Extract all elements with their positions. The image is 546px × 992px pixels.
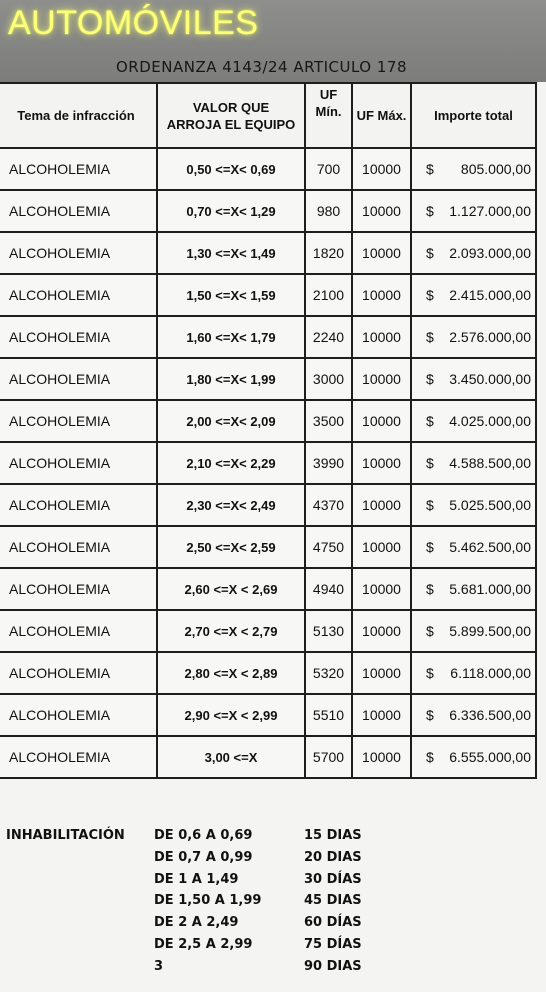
cell-importe xyxy=(411,442,536,484)
cell-importe xyxy=(411,148,536,190)
importe-amount: 2.576.000,00 xyxy=(449,329,531,345)
page-subtitle: ORDENANZA 4143/24 ARTICULO 178 xyxy=(116,58,408,76)
table-row xyxy=(0,568,536,610)
currency-symbol: $ xyxy=(426,203,434,219)
col-header-valor-line2: ARROJA EL EQUIPO xyxy=(166,116,296,132)
cell-uf-min: 3990 xyxy=(305,442,352,484)
cell-importe xyxy=(411,316,536,358)
cell-uf-min: 980 xyxy=(305,190,352,232)
table-row xyxy=(0,442,536,484)
cell-importe xyxy=(411,736,536,778)
cell-valor: 1,60 <=X< 1,79 xyxy=(157,316,305,358)
cell-valor: 2,00 <=X< 2,09 xyxy=(157,400,305,442)
inhabilitacion-item xyxy=(154,850,384,872)
table-row xyxy=(0,526,536,568)
currency-symbol: $ xyxy=(426,497,434,513)
page-title: AUTOMÓVILES xyxy=(8,4,259,42)
inhabilitacion-days: 60 DÍAS xyxy=(304,915,362,931)
cell-importe xyxy=(411,232,536,274)
inhabilitacion-range: DE 1 A 1,49 xyxy=(154,871,239,887)
cell-uf-min: 4940 xyxy=(305,568,352,610)
importe-amount: 5.681.000,00 xyxy=(449,581,531,597)
cell-valor: 1,50 <=X< 1,59 xyxy=(157,274,305,316)
cell-importe xyxy=(411,568,536,610)
cell-uf-max: 10000 xyxy=(352,652,411,694)
cell-valor: 2,30 <=X< 2,49 xyxy=(157,484,305,526)
header-banner xyxy=(0,0,546,82)
table-row xyxy=(0,358,536,400)
cell-uf-max: 10000 xyxy=(352,442,411,484)
importe-amount: 2.415.000,00 xyxy=(449,287,531,303)
cell-valor: 2,90 <=X < 2,99 xyxy=(157,694,305,736)
cell-tema: ALCOHOLEMIA xyxy=(0,358,157,400)
cell-uf-min: 2240 xyxy=(305,316,352,358)
inhabilitacion-range: DE 0,6 A 0,69 xyxy=(154,828,253,843)
table-header-row xyxy=(0,83,536,148)
col-header-importe: Importe total xyxy=(411,83,536,148)
inhabilitacion-range: DE 2 A 2,49 xyxy=(154,915,239,931)
table-row xyxy=(0,610,536,652)
cell-valor: 3,00 <=X xyxy=(157,736,305,778)
importe-amount: 6.555.000,00 xyxy=(449,749,531,765)
table-row xyxy=(0,190,536,232)
fines-table xyxy=(0,82,537,779)
cell-tema: ALCOHOLEMIA xyxy=(0,442,157,484)
cell-uf-max: 10000 xyxy=(352,736,411,778)
cell-tema: ALCOHOLEMIA xyxy=(0,400,157,442)
importe-amount: 4.588.500,00 xyxy=(449,455,531,471)
importe-amount: 3.450.000,00 xyxy=(449,371,531,387)
cell-valor: 0,50 <=X< 0,69 xyxy=(157,148,305,190)
cell-valor: 2,50 <=X< 2,59 xyxy=(157,526,305,568)
currency-symbol: $ xyxy=(426,161,434,177)
cell-uf-max: 10000 xyxy=(352,568,411,610)
cell-importe xyxy=(411,526,536,568)
cell-importe xyxy=(411,484,536,526)
cell-tema: ALCOHOLEMIA xyxy=(0,148,157,190)
inhabilitacion-list xyxy=(154,828,384,981)
cell-uf-max: 10000 xyxy=(352,400,411,442)
cell-tema: ALCOHOLEMIA xyxy=(0,694,157,736)
cell-tema: ALCOHOLEMIA xyxy=(0,484,157,526)
currency-symbol: $ xyxy=(426,539,434,555)
importe-amount: 805.000,00 xyxy=(460,161,531,177)
cell-uf-max: 10000 xyxy=(352,232,411,274)
col-header-tema: Tema de infracción xyxy=(0,83,157,148)
currency-symbol: $ xyxy=(426,707,434,723)
cell-uf-min: 5130 xyxy=(305,610,352,652)
inhabilitacion-range: DE 0,7 A 0,99 xyxy=(154,849,253,865)
cell-uf-max: 10000 xyxy=(352,610,411,652)
importe-amount: 5.462.500,00 xyxy=(449,539,531,555)
col-header-uf-max: UF Máx. xyxy=(352,83,411,148)
cell-uf-min: 4370 xyxy=(305,484,352,526)
currency-symbol: $ xyxy=(426,665,434,681)
cell-uf-max: 10000 xyxy=(352,148,411,190)
cell-valor: 1,80 <=X< 1,99 xyxy=(157,358,305,400)
cell-tema: ALCOHOLEMIA xyxy=(0,190,157,232)
inhabilitacion-item xyxy=(154,915,384,937)
cell-uf-max: 10000 xyxy=(352,694,411,736)
currency-symbol: $ xyxy=(426,455,434,471)
cell-tema: ALCOHOLEMIA xyxy=(0,232,157,274)
inhabilitacion-item xyxy=(154,828,384,850)
cell-tema: ALCOHOLEMIA xyxy=(0,652,157,694)
inhabilitacion-item xyxy=(154,937,384,959)
currency-symbol: $ xyxy=(426,287,434,303)
cell-importe xyxy=(411,694,536,736)
inhabilitacion-days: 15 DIAS xyxy=(304,828,362,843)
cell-uf-min: 5510 xyxy=(305,694,352,736)
importe-amount: 5.899.500,00 xyxy=(449,623,531,639)
cell-tema: ALCOHOLEMIA xyxy=(0,274,157,316)
cell-uf-min: 3000 xyxy=(305,358,352,400)
col-header-uf-min xyxy=(305,83,352,148)
cell-uf-max: 10000 xyxy=(352,484,411,526)
cell-uf-max: 10000 xyxy=(352,274,411,316)
cell-uf-max: 10000 xyxy=(352,526,411,568)
currency-symbol: $ xyxy=(426,413,434,429)
cell-uf-min: 5320 xyxy=(305,652,352,694)
col-header-uf-min-line2: Mín. xyxy=(315,104,342,119)
importe-amount: 6.118.000,00 xyxy=(450,665,531,681)
inhabilitacion-range: DE 1,50 A 1,99 xyxy=(154,893,262,909)
cell-uf-min: 1820 xyxy=(305,232,352,274)
cell-valor: 2,10 <=X< 2,29 xyxy=(157,442,305,484)
inhabilitacion-days: 20 DIAS xyxy=(304,849,362,865)
inhabilitacion-days: 45 DIAS xyxy=(304,893,362,909)
cell-valor: 1,30 <=X< 1,49 xyxy=(157,232,305,274)
cell-importe xyxy=(411,274,536,316)
table-row xyxy=(0,274,536,316)
cell-importe xyxy=(411,358,536,400)
cell-tema: ALCOHOLEMIA xyxy=(0,526,157,568)
currency-symbol: $ xyxy=(426,581,434,597)
inhabilitacion-item xyxy=(154,959,384,981)
cell-tema: ALCOHOLEMIA xyxy=(0,568,157,610)
cell-importe xyxy=(411,190,536,232)
cell-valor: 2,60 <=X < 2,69 xyxy=(157,568,305,610)
cell-importe xyxy=(411,400,536,442)
cell-tema: ALCOHOLEMIA xyxy=(0,736,157,778)
cell-uf-max: 10000 xyxy=(352,190,411,232)
importe-amount: 6.336.500,00 xyxy=(449,707,531,723)
table-row xyxy=(0,316,536,358)
table-row xyxy=(0,694,536,736)
inhabilitacion-range: DE 2,5 A 2,99 xyxy=(154,936,253,952)
col-header-valor xyxy=(157,83,305,148)
currency-symbol: $ xyxy=(426,749,434,765)
importe-amount: 1.127.000,00 xyxy=(449,203,531,219)
table-row xyxy=(0,736,536,778)
table-row xyxy=(0,400,536,442)
cell-uf-min: 700 xyxy=(305,148,352,190)
currency-symbol: $ xyxy=(426,329,434,345)
inhabilitacion-item xyxy=(154,872,384,894)
table-row xyxy=(0,232,536,274)
table-row xyxy=(0,484,536,526)
cell-valor: 2,80 <=X < 2,89 xyxy=(157,652,305,694)
inhabilitacion-days: 90 DIAS xyxy=(304,958,362,974)
inhabilitacion-days: 30 DÍAS xyxy=(304,871,362,887)
cell-uf-max: 10000 xyxy=(352,316,411,358)
cell-uf-min: 3500 xyxy=(305,400,352,442)
cell-valor: 0,70 <=X< 1,29 xyxy=(157,190,305,232)
cell-tema: ALCOHOLEMIA xyxy=(0,316,157,358)
cell-tema: ALCOHOLEMIA xyxy=(0,610,157,652)
currency-symbol: $ xyxy=(426,371,434,387)
cell-uf-min: 2100 xyxy=(305,274,352,316)
currency-symbol: $ xyxy=(426,623,434,639)
inhabilitacion-item xyxy=(154,893,384,915)
cell-importe xyxy=(411,652,536,694)
importe-amount: 4.025.000,00 xyxy=(449,413,531,429)
col-header-valor-line1: VALOR QUE xyxy=(192,99,270,115)
cell-importe xyxy=(411,610,536,652)
inhabilitacion-days: 75 DÍAS xyxy=(304,936,362,952)
table-row xyxy=(0,148,536,190)
table-body xyxy=(0,148,536,778)
cell-uf-max: 10000 xyxy=(352,358,411,400)
table-row xyxy=(0,652,536,694)
inhabilitacion-label: INHABILITACIÓN xyxy=(6,828,125,843)
cell-valor: 2,70 <=X < 2,79 xyxy=(157,610,305,652)
importe-amount: 2.093.000,00 xyxy=(449,245,531,261)
currency-symbol: $ xyxy=(426,245,434,261)
importe-amount: 5.025.500,00 xyxy=(449,497,531,513)
cell-uf-min: 4750 xyxy=(305,526,352,568)
col-header-uf-min-line1: UF xyxy=(319,87,338,102)
inhabilitacion-range: 3 xyxy=(154,958,164,974)
cell-uf-min: 5700 xyxy=(305,736,352,778)
